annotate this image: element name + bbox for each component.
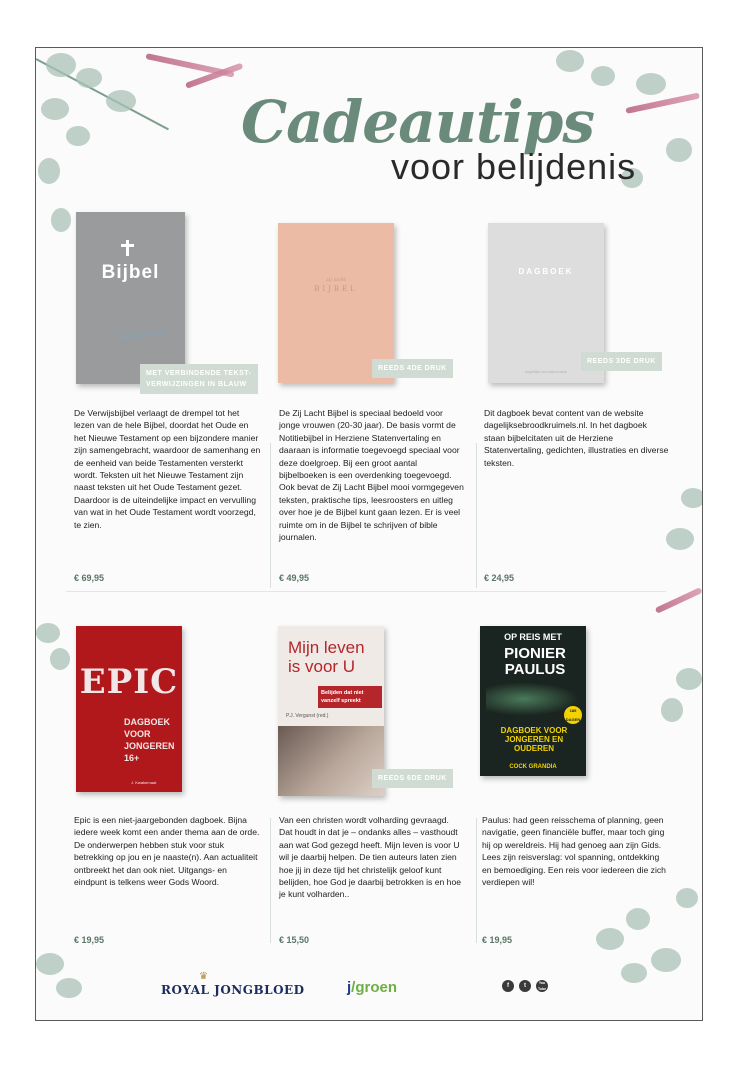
cover-title: BIJBEL [314,285,358,293]
cover-days-badge: 185 DAGEN [565,708,581,722]
youtube-icon[interactable]: You Tube [537,981,547,991]
j-groen-logo[interactable] [347,979,397,996]
book-description: Van een christen wordt volharding gevraagd. Dat houdt in dat je – ondanks alles – vasthoudt aan wat God gezegd heeft. Mijn leven is voor U wil je daarbij helpen. De tien auteurs laten zien hoe jij in deze tijd het christelijk geloof kunt belijden, hoe God je daarbij betrokken is en hoe je kunt volharden.. [279,815,462,900]
edition-badge: REEDS 6DE DRUK [372,769,453,788]
facebook-icon[interactable]: f [502,980,514,992]
column-divider [476,818,477,943]
book-price: € 24,95 [484,573,515,583]
book-cover-mijn-leven[interactable] [278,626,384,796]
column-divider [476,443,477,588]
j-groen-logo-text: /groen [351,979,398,996]
book-description: Epic is een niet-jaargebonden dagboek. Bijna iedere week komt een ander thema aan de orde. De onderwerpen hebben stuk voor stuk betrekking op jou en je naaste(n). Aan actualiteit ontbreekt het dan ook niet. Uitgangs- en eindpunt is telkens weer Gods Woord. [74,815,260,888]
book-cover-pionier-paulus[interactable] [480,626,586,776]
twitter-icon[interactable]: t [519,980,531,992]
edition-badge: REEDS 4DE DRUK [372,359,453,378]
book-description: Dit dagboek bevat content van de website dagelijksebroodkruimels.nl. In het dagboek staan bijbelcitaten uit de Herziene Statenvertaling, gedichten, illustraties en diverse teksten. [484,408,669,468]
flyer-page [35,47,703,1021]
praying-hands-photo [278,726,384,796]
edition-badge: REEDS 3DE DRUK [581,352,662,371]
cover-author: COCK GRANDIA [509,764,557,770]
page-subtitle: voor belijdenis [391,146,637,187]
cover-title: Mijn leven is voor U [288,638,365,676]
cover-subtitle: dagelijks broodkruimels [525,369,567,374]
row-divider [66,591,666,592]
cover-top: OP REIS MET [504,632,562,642]
cover-title: Bijbel [101,262,160,283]
book-description: Paulus: had geen reisschema of planning, geen navigatie, geen financiële buffer, maar toch ging hij op wereldreis. Hij had genoeg aan zijn Gids. Lees zijn reisverslag: vol spanning, ontdekking en bemoediging. Een reis voor iedereen die zich verdiepen wil! [482,815,666,888]
cover-subtitle: DAGBOEK VOOR JONGEREN 16+ [124,717,175,763]
book-price: € 69,95 [74,573,105,583]
column-divider [270,443,271,588]
cover-subtitle: Herziene Statenvertaling met verwijsteksten [118,330,170,340]
book-cover-epic[interactable] [76,626,182,792]
book-description: De Verwijsbijbel verlaagt de drempel tot het lezen van de hele Bijbel, doordat het Oude en het Nieuwe Testament op een bijzondere manier zijn samengebracht, waardoor de samenhang en de eenheid van beide Testamenten versterkt wordt. Teksten uit het Nieuwe Testament zijn naast teksten uit het Oude Testament gezet. Daardoor is de uiteindelijke impact en vervulling van wat in het Oude Testament wordt voorzegd, te zien. [74,408,261,530]
book-price: € 15,50 [279,935,310,945]
cross-icon [126,240,129,256]
cover-subtitle: DAGBOEK VOOR JONGEREN EN OUDEREN [500,726,568,753]
book-description: De Zij Lacht Bijbel is speciaal bedoeld voor jonge vrouwen (20-30 jaar). De basis vormt de Notitiebijbel in Herziene Statenvertaling en daaraan is informatie toegevoegd speciaal voor deze doelgroep. Bij een groot aantal bijbelboeken is een overdenking toegevoegd. Ook bevat de Zij Lacht Bijbel mooi vormgegeven teksten, praktische tips, leesroosters en uitleg over hoe je de Bijbel kunt gaan lezen. Er is veel ruimte om in de Bijbel te schrijven of bible journalen. [279,408,464,543]
book-cover-bijbel[interactable] [76,212,185,384]
cross-icon-bar [121,244,134,247]
column-divider [270,818,271,943]
book-price: € 49,95 [279,573,310,583]
crown-icon: ♛ [199,971,208,982]
cover-title: DAGBOEK [518,267,574,276]
book-price: € 19,95 [482,935,513,945]
cover-author: J. Kwakernaat [131,780,157,785]
cover-subtitle: Belijden dat niet vanzelf spreekt [318,686,382,708]
j-groen-logo-j: j [347,979,352,996]
cover-subtitle: zij lacht [326,277,346,283]
book-price: € 19,95 [74,935,105,945]
edition-badge: MET VERBINDENDE TEKST- VERWIJZINGEN IN BLAUW [140,364,258,394]
page-title-script: Cadeautips [241,88,594,156]
royal-jongbloed-logo[interactable]: ROYAL JONGBLOED [161,983,305,997]
cover-author: P.J. Vergunst (red.) [286,713,329,719]
cover-title: PIONIER PAULUS [504,645,566,678]
cover-title: EPIC [79,662,179,702]
